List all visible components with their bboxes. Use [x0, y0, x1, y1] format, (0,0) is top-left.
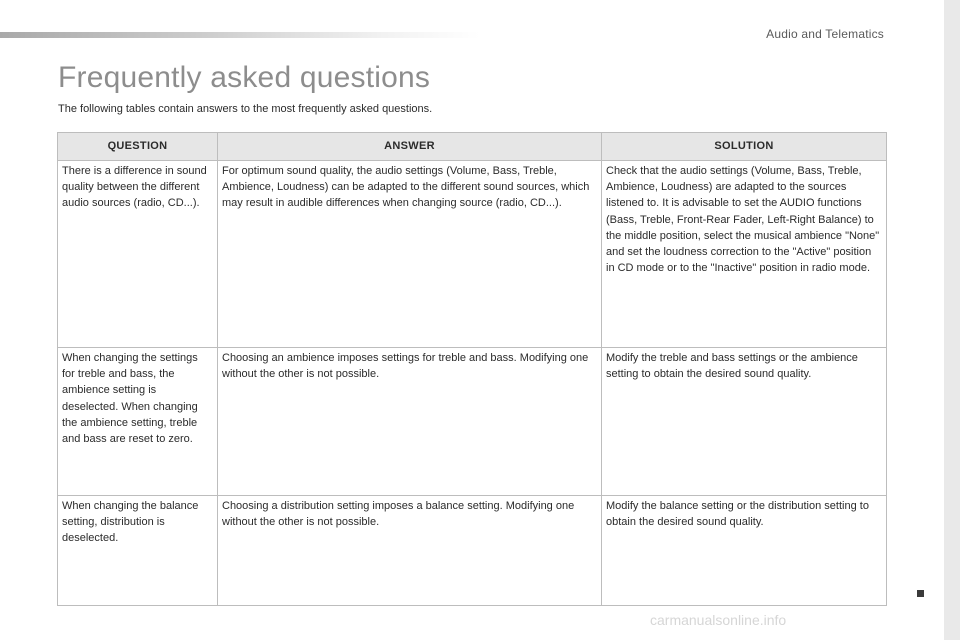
answer-cell: Choosing a distribution setting imposes a balance setting. Modifying one without the other is not possible. [218, 496, 602, 606]
intro-text: The following tables contain answers to the most frequently asked questions. [58, 103, 433, 115]
table-header-row [58, 133, 887, 161]
column-header-answer: ANSWER [218, 133, 602, 161]
table-row [58, 496, 887, 606]
answer-cell: For optimum sound quality, the audio settings (Volume, Bass, Treble, Ambience, Loudness) can be adapted to the different sound sources, which may result in audible differences when changing source (radio, CD...). [218, 161, 602, 348]
table-row [58, 348, 887, 496]
watermark: carmanualsonline.info [650, 612, 787, 628]
solution-cell: Modify the treble and bass settings or the ambience setting to obtain the desired sound quality. [602, 348, 887, 496]
header-gradient-bar [0, 32, 480, 38]
question-cell: There is a difference in sound quality between the different audio sources (radio, CD...). [58, 161, 218, 348]
section-title: Audio and Telematics [766, 27, 884, 41]
page-edge-strip [944, 0, 960, 640]
solution-cell: Check that the audio settings (Volume, Bass, Treble, Ambience, Loudness) are adapted to the sources listened to. It is advisable to set the AUDIO functions (Bass, Treble, Front-Rear Fader, Left-Right Balance) to the middle position, select the musical ambience "None" and set the loudness correction to the "Active" position in CD mode or to the "Inactive" position in radio mode. [602, 161, 887, 348]
question-cell: When changing the balance setting, distribution is deselected. [58, 496, 218, 606]
faq-table [57, 132, 887, 606]
column-header-solution: SOLUTION [602, 133, 887, 161]
answer-cell: Choosing an ambience imposes settings for treble and bass. Modifying one without the other is not possible. [218, 348, 602, 496]
table-row [58, 161, 887, 348]
solution-cell: Modify the balance setting or the distribution setting to obtain the desired sound quality. [602, 496, 887, 606]
question-cell: When changing the settings for treble and bass, the ambience setting is deselected. When changing the ambience setting, treble and bass are reset to zero. [58, 348, 218, 496]
page-title: Frequently asked questions [58, 61, 431, 94]
column-header-question: QUESTION [58, 133, 218, 161]
end-of-section-marker [917, 590, 924, 597]
